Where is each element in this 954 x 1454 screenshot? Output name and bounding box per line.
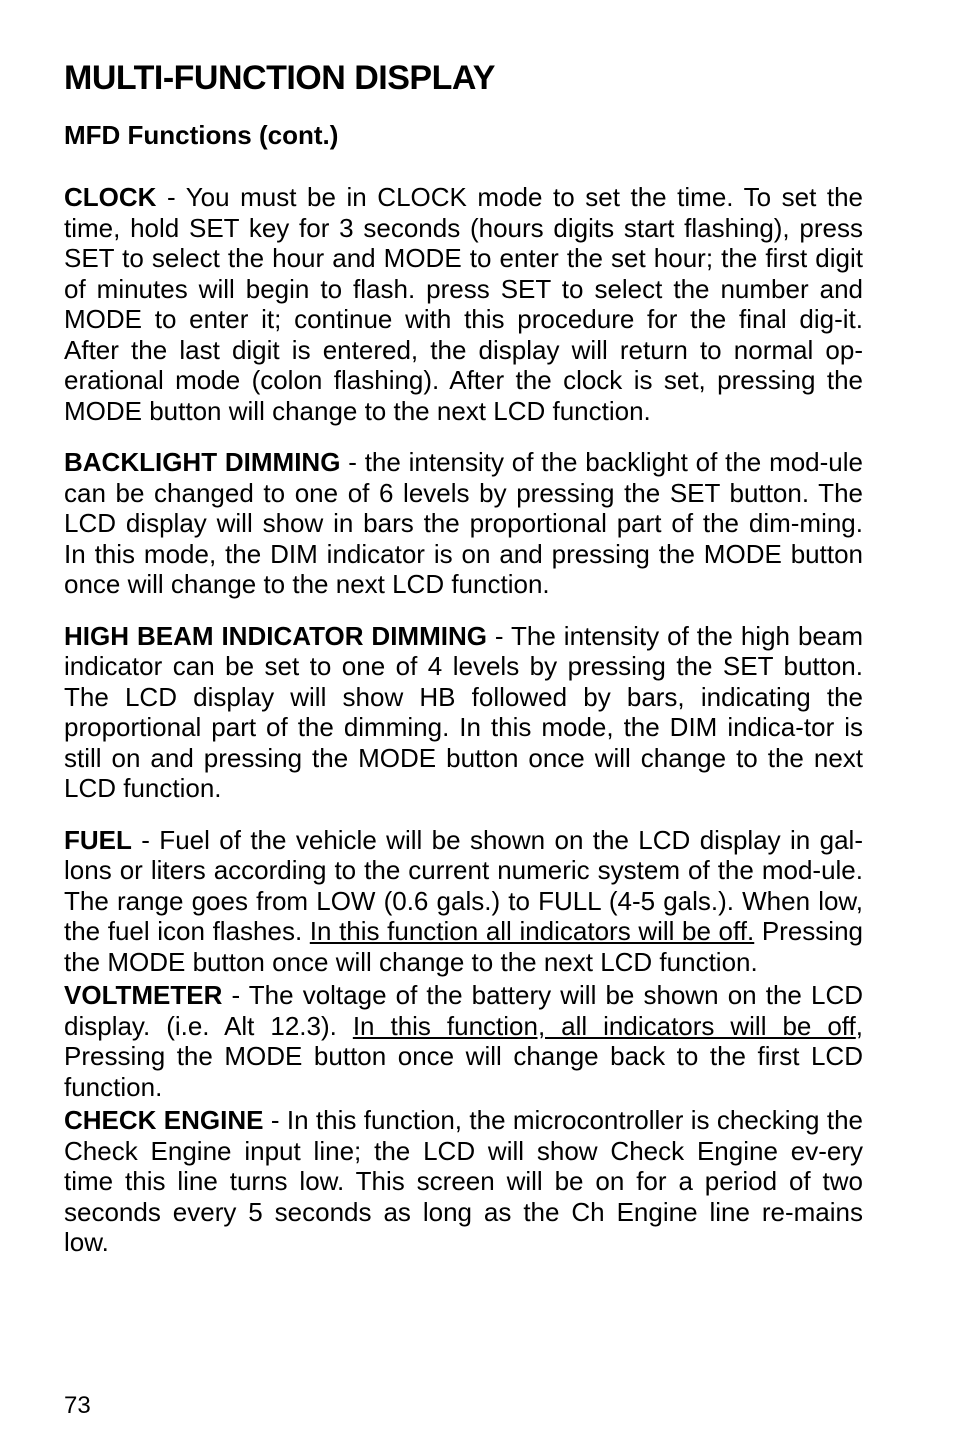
term-backlight-dimming: BACKLIGHT DIMMING: [64, 447, 341, 477]
term-check-engine: CHECK ENGINE: [64, 1105, 264, 1135]
term-fuel: FUEL: [64, 824, 132, 855]
text-voltmeter: - The voltage of the battery will be shown on the LCD display. (i.e. Alt 12.3).: [64, 980, 863, 1041]
term-high-beam-dimming: HIGH BEAM INDICATOR DIMMING: [64, 620, 487, 651]
paragraph-high-beam-dimming: [64, 621, 863, 804]
manual-page-content: [64, 58, 863, 1258]
text-check-engine: - In this function, the microcontroller is checking the Check Engine input line; the LCD will show Check Engine ev-ery time this line turns low. This screen will be on for a period of two seconds every 5 seconds as long as the Ch Engine line re-mains low.: [64, 1105, 863, 1257]
text-high-beam-dimming: - The intensity of the high beam indicator can be set to one of 4 levels by pressing the SET button. The LCD display will show HB followed by bars, indicating the proportional part of the dimming. In this mode, the DIM indica-tor is still on and pressing the MODE button once will change to the next LCD function.: [64, 620, 863, 803]
text-voltmeter-underlined: In this function, all indicators will be off: [352, 1010, 856, 1041]
text-backlight-dimming: - the intensity of the backlight of the mod-ule can be changed to one of 6 levels by pressing the SET button. The LCD display will show in bars the proportional part of the dim-ming. In this mode, the DIM indicator is on and pressing the MODE button once will change to the next LCD function.: [64, 447, 863, 599]
section-subtitle: MFD Functions (cont.): [64, 120, 339, 150]
text-fuel-underlined: In this function all indicators will be off.: [309, 916, 755, 946]
paragraph-backlight-dimming: [64, 447, 863, 600]
page-number: 73: [64, 1392, 91, 1419]
term-clock: CLOCK: [64, 182, 157, 212]
text-voltmeter-after: , Pressing the MODE button once will change back to the first LCD function.: [64, 1010, 863, 1102]
paragraph-voltmeter: [64, 980, 863, 1102]
text-fuel: - Fuel of the vehicle will be shown on the LCD display in gal-lons or liters according to the current numeric system of the mod-ule. The range goes from LOW (0.6 gals.) to FULL (4-5 gals.). When low, the fuel icon flashes.: [64, 824, 863, 946]
page-title: MULTI-FUNCTION DISPLAY: [64, 59, 495, 97]
paragraph-check-engine: [64, 1105, 863, 1258]
text-fuel-after: Pressing the MODE button once will change to the next LCD function.: [64, 916, 863, 977]
text-clock: - You must be in CLOCK mode to set the time. To set the time, hold SET key for 3 seconds (hours digits start flashing), press SET to select the hour and MODE to enter the set hour; the first digit of minutes will begin to flash. press SET to select the number and MODE to enter it; continue with this procedure for the final dig-it. After the last digit is entered, the display will return to normal op-erational mode (colon flashing). After the clock is set, pressing the MODE button will change to the next LCD function.: [64, 182, 863, 426]
paragraph-clock: [64, 182, 863, 426]
paragraph-fuel: [64, 825, 863, 978]
term-voltmeter: VOLTMETER: [64, 980, 223, 1010]
